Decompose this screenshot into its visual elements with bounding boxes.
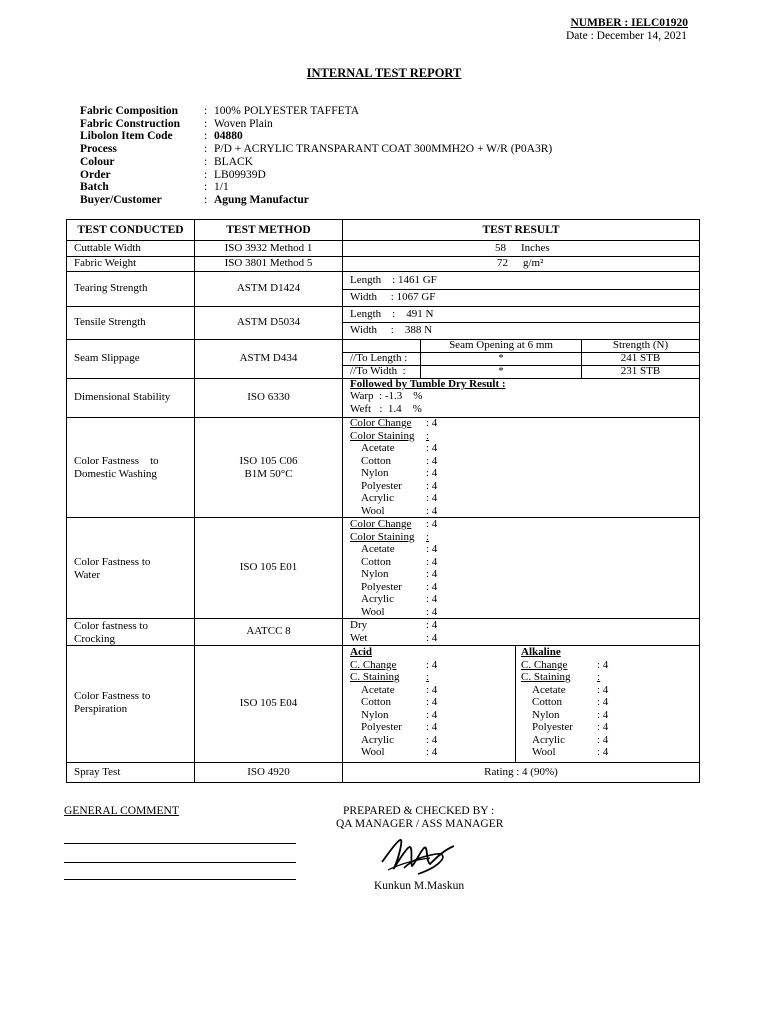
c-staining-value: : xyxy=(426,671,430,683)
fiber-name: Polyester xyxy=(532,721,573,733)
meta-value: 1/1 xyxy=(214,181,229,194)
seam-col-strength: Strength (N) xyxy=(612,339,669,352)
fiber-value: : 4 xyxy=(426,504,438,517)
meta-key: Process xyxy=(80,143,117,156)
report-number: NUMBER : IELC01920 xyxy=(570,17,688,29)
meta-key: Fabric Composition xyxy=(80,105,179,117)
fiber-value: : 4 xyxy=(426,746,438,758)
meta-value: LB09939D xyxy=(214,168,266,181)
dry-value: : 4 xyxy=(426,619,438,631)
c-staining-label: C. Staining xyxy=(350,671,400,683)
water-results xyxy=(350,518,437,618)
fiber-name: Acetate xyxy=(532,683,566,696)
fiber-name: Cotton xyxy=(361,696,391,708)
c-staining-value: : xyxy=(597,671,601,683)
seam-row-label: //To Length : xyxy=(350,352,408,365)
test-name-line: Perspiration xyxy=(74,702,128,715)
meta-key: Colour xyxy=(80,155,115,168)
test-name-line: Water xyxy=(74,568,100,581)
result-length: Length : 1461 GF xyxy=(350,273,437,286)
fiber-name: Acrylic xyxy=(361,593,394,605)
fiber-name: Acrylic xyxy=(532,733,565,746)
test-method: ISO 6330 xyxy=(247,391,290,404)
test-method: ISO 4920 xyxy=(247,766,290,779)
test-method: ASTM D1424 xyxy=(236,282,301,295)
fiber-value: : 4 xyxy=(426,467,438,479)
meta-key: Buyer/Customer xyxy=(80,193,162,206)
spray-result: Rating : 4 (90%) xyxy=(484,766,558,779)
result-unit: Inches xyxy=(521,241,550,254)
meta-value: Agung Manufactur xyxy=(214,193,309,206)
meta-row: Process : P/D + ACRYLIC TRANSPARANT COAT 300MMH2O + W/R (P0A3R) xyxy=(80,143,553,156)
header-test-result: TEST RESULT xyxy=(482,224,560,236)
fiber-name: Polyester xyxy=(361,479,402,492)
crocking-results xyxy=(350,619,437,644)
fiber-value: : 4 xyxy=(426,580,438,593)
test-name: Fabric Weight xyxy=(74,257,137,270)
test-name-line: Color Fastness to xyxy=(74,690,151,702)
meta-value: P/D + ACRYLIC TRANSPARANT COAT 300MMH2O + W/R (P0A3R) xyxy=(214,143,553,156)
test-results-table xyxy=(66,219,700,783)
seam-row-value: * xyxy=(498,365,504,378)
test-name: Tearing Strength xyxy=(74,282,148,295)
acid-heading: Acid xyxy=(350,646,372,658)
fiber-name: Wool xyxy=(361,504,385,517)
fiber-name: Wool xyxy=(361,605,385,618)
test-method xyxy=(195,455,342,480)
result-value: 58 xyxy=(495,241,506,254)
report-title: INTERNAL TEST REPORT xyxy=(306,66,462,80)
fiber-name: Nylon xyxy=(361,708,389,721)
meta-value: 100% POLYESTER TAFFETA xyxy=(214,105,360,117)
seam-row-value: * xyxy=(498,352,504,365)
meta-row: Order : LB09939D xyxy=(80,168,266,181)
fiber-name: Acetate xyxy=(361,543,395,555)
fiber-name: Polyester xyxy=(361,580,402,593)
comment-line xyxy=(64,843,296,844)
fiber-name: Wool xyxy=(361,746,385,758)
test-method: ASTM D5034 xyxy=(236,316,301,329)
result-width: Width : 1067 GF xyxy=(350,291,436,304)
alkaline-heading: Alkaline xyxy=(521,646,561,658)
meta-key: Order xyxy=(80,168,111,181)
fiber-value: : 4 xyxy=(597,733,609,746)
test-name-line: Color fastness to xyxy=(74,620,148,632)
test-method: ISO 3932 Method 1 xyxy=(224,241,313,254)
fiber-value: : 4 xyxy=(597,721,609,733)
color-staining-label: Color Staining xyxy=(350,530,415,543)
seam-row-strength: 231 STB xyxy=(620,365,661,378)
c-change-label: C. Change xyxy=(350,658,397,671)
meta-key: Fabric Construction xyxy=(80,117,180,130)
c-change-value: : 4 xyxy=(597,658,609,671)
wet-label: Wet xyxy=(350,631,368,644)
test-name xyxy=(74,556,150,581)
fiber-value: : 4 xyxy=(426,492,438,504)
test-name: Seam Slippage xyxy=(74,352,140,365)
color-staining-label: Color Staining xyxy=(350,429,415,442)
fiber-value: : 4 xyxy=(426,555,438,568)
fiber-value: : 4 xyxy=(426,683,438,696)
washing-results xyxy=(350,417,437,517)
fiber-name: Nylon xyxy=(532,708,560,721)
fiber-value: : 4 xyxy=(426,593,438,605)
test-name: Tensile Strength xyxy=(74,316,146,329)
acid-results xyxy=(350,646,437,759)
result-width: Width : 388 N xyxy=(350,324,433,337)
signature-image xyxy=(374,834,464,880)
fiber-value: : 4 xyxy=(426,696,438,708)
fiber-value: : 4 xyxy=(597,746,609,758)
test-name-line: Crocking xyxy=(74,632,115,645)
dimensional-weft: Weft : 1.4 % xyxy=(350,403,422,415)
test-name: Spray Test xyxy=(74,766,121,779)
color-change-value: : 4 xyxy=(426,417,438,429)
seam-col-opening: Seam Opening at 6 mm xyxy=(449,339,553,352)
fiber-value: : 4 xyxy=(426,479,438,492)
fiber-name: Acrylic xyxy=(361,492,394,504)
fiber-name: Cotton xyxy=(361,555,391,568)
fiber-value: : 4 xyxy=(426,721,438,733)
color-change-label: Color Change xyxy=(350,417,412,429)
method-line: B1M 50°C xyxy=(244,467,293,480)
seam-row-strength: 241 STB xyxy=(620,352,661,365)
meta-value: 04880 xyxy=(214,130,243,143)
fiber-value: : 4 xyxy=(426,454,438,467)
signer-name: Kunkun M.Maskun xyxy=(374,880,465,892)
test-name xyxy=(74,620,148,645)
test-name xyxy=(74,455,159,480)
c-staining-label: C. Staining xyxy=(521,671,571,683)
approver-role: QA MANAGER / ASS MANAGER xyxy=(336,818,504,830)
fiber-value: : 4 xyxy=(426,442,438,454)
fiber-value: : 4 xyxy=(426,605,438,618)
color-staining-value: : xyxy=(426,429,430,442)
fiber-name: Nylon xyxy=(361,568,389,580)
fiber-value: : 4 xyxy=(426,733,438,746)
test-name xyxy=(74,690,150,715)
comment-line xyxy=(64,879,296,880)
meta-row: Fabric Construction : Woven Plain xyxy=(80,117,273,130)
fiber-value: : 4 xyxy=(426,543,438,555)
fiber-name: Acrylic xyxy=(361,733,394,746)
fiber-name: Cotton xyxy=(532,696,562,708)
test-method: AATCC 8 xyxy=(246,625,291,638)
fabric-details xyxy=(80,105,552,207)
meta-value: BLACK xyxy=(214,155,253,168)
fiber-value: : 4 xyxy=(597,683,609,696)
header-test-method: TEST METHOD xyxy=(226,224,311,236)
test-name: Dimensional Stability xyxy=(74,391,171,404)
result-unit: g/m² xyxy=(523,257,544,270)
alkaline-results xyxy=(521,646,608,759)
fiber-name: Wool xyxy=(532,746,556,758)
report-date: Date : December 14, 2021 xyxy=(566,30,688,42)
meta-value: Woven Plain xyxy=(214,117,273,130)
meta-row: Colour : BLACK xyxy=(80,155,253,168)
meta-row: Batch : 1/1 xyxy=(80,181,229,194)
test-method: ISO 105 E01 xyxy=(239,561,298,574)
color-staining-value: : xyxy=(426,530,430,543)
fiber-value: : 4 xyxy=(597,696,609,708)
fiber-name: Acetate xyxy=(361,442,395,454)
fiber-value: : 4 xyxy=(426,708,438,721)
fiber-name: Nylon xyxy=(361,467,389,479)
test-name-line: Color Fastness to xyxy=(74,556,151,568)
meta-row: Libolon Item Code : 04880 xyxy=(80,130,243,143)
prepared-by-label: PREPARED & CHECKED BY : xyxy=(343,805,495,817)
test-name: Cuttable Width xyxy=(74,241,141,254)
test-name-line: Domestic Washing xyxy=(74,467,157,480)
fiber-name: Polyester xyxy=(361,721,402,733)
comment-line xyxy=(64,862,296,863)
color-change-label: Color Change xyxy=(350,518,412,530)
seam-row-label: //To Width : xyxy=(350,365,406,378)
general-comment-heading: GENERAL COMMENT xyxy=(64,805,179,817)
dry-label: Dry xyxy=(350,619,368,631)
dimensional-heading: Followed by Tumble Dry Result : xyxy=(350,378,506,390)
fiber-value: : 4 xyxy=(426,568,438,580)
meta-key: Batch xyxy=(80,181,109,194)
test-name-line: Color Fastness to xyxy=(74,455,159,467)
result-value: 72 xyxy=(497,257,508,270)
color-change-value: : 4 xyxy=(426,518,438,530)
test-method: ASTM D434 xyxy=(239,352,298,365)
wet-value: : 4 xyxy=(426,631,438,644)
meta-key: Libolon Item Code xyxy=(80,130,173,143)
c-change-value: : 4 xyxy=(426,658,438,671)
dimensional-warp: Warp : -1.3 % xyxy=(350,390,423,402)
c-change-label: C. Change xyxy=(521,658,568,671)
method-line: ISO 105 C06 xyxy=(239,455,298,467)
test-method: ISO 3801 Method 5 xyxy=(224,257,313,270)
fiber-value: : 4 xyxy=(597,708,609,721)
meta-row: Buyer/Customer : Agung Manufactur xyxy=(80,193,309,206)
fiber-name: Cotton xyxy=(361,454,391,467)
header-test-conducted: TEST CONDUCTED xyxy=(77,224,184,236)
meta-row: Fabric Composition : 100% POLYESTER TAFFETA xyxy=(80,105,360,117)
test-method: ISO 105 E04 xyxy=(239,697,298,710)
fiber-name: Acetate xyxy=(361,683,395,696)
result-length: Length : 491 N xyxy=(350,307,434,320)
